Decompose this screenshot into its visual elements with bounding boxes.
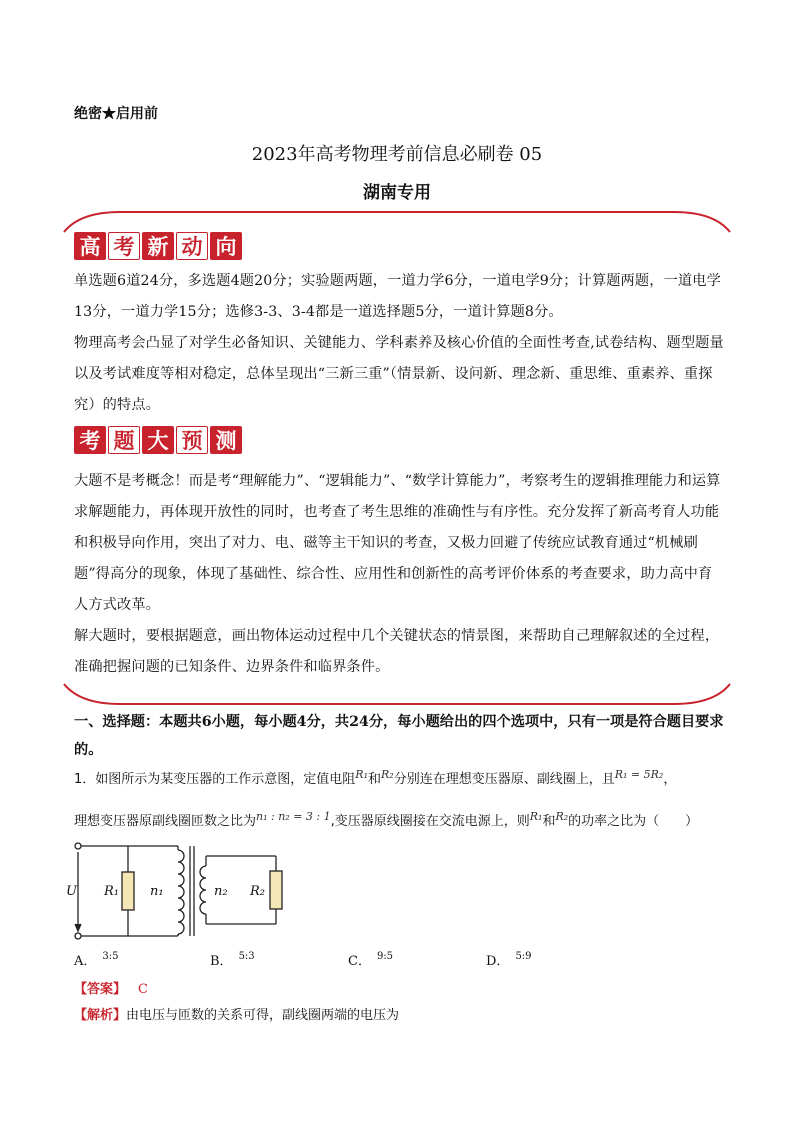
- choice-value: 5:3: [238, 951, 255, 962]
- section-trends-text: [74, 266, 724, 421]
- q-text: 1．如图所示为某变压器的工作示意图，定值电阻: [74, 772, 356, 787]
- badge-char: 题: [108, 426, 140, 454]
- resistance-relation: R₁ = 5R₂: [614, 768, 664, 781]
- r1-symbol: R₁: [355, 768, 368, 781]
- section-forecast-text: [74, 466, 724, 683]
- q-text: ,变压器原线圈接在交流电源上，则: [330, 814, 530, 829]
- badge-char: 高: [74, 232, 106, 260]
- badge-char: 大: [142, 426, 174, 454]
- q-text: 和: [367, 772, 381, 787]
- choice-value: 5:9: [515, 951, 532, 962]
- choice-D[interactable]: [486, 950, 532, 969]
- choice-A[interactable]: [74, 950, 118, 969]
- paragraph: 大题不是考概念！而是考“理解能力”、“逻辑能力”、“数学计算能力”，考察考生的逻辑推理能力和运算求解题能力，再体现开放性的同时，也考查了考生思维的准确性与有序性。充分发挥了新高考育人功能和积极导向作用，突出了对力、电、磁等主干知识的考查，又极力回避了传统应试教育通过“机械刷题”得高分的现象，体现了基础性、综合性、应用性和创新性的高考评价体系的考查要求，助力高中育人方式改革。: [74, 473, 721, 613]
- r2-symbol: R₂: [381, 768, 394, 781]
- q-text: 和: [542, 814, 556, 829]
- r2-symbol: R₂: [555, 810, 569, 823]
- question-1-line-2: [74, 808, 734, 836]
- badge-char: 新: [142, 232, 174, 260]
- badge-char: 预: [176, 426, 208, 454]
- page-title: 2023年高考物理考前信息必刷卷 05: [251, 144, 543, 165]
- badge-exam-forecast: [74, 426, 242, 454]
- q-text: 理想变压器原副线圈匝数之比为: [74, 814, 257, 829]
- badge-exam-trends: [74, 232, 242, 260]
- secret-label: 绝密★启用前: [74, 106, 158, 122]
- choice-value: 3:5: [102, 951, 119, 962]
- choice-letter: A．: [74, 954, 97, 969]
- q-text: 分别连在理想变压器原、副线圈上，且: [393, 772, 615, 787]
- badge-char: 考: [108, 232, 140, 260]
- badge-char: 考: [74, 426, 106, 454]
- label-n1: n₁: [150, 884, 164, 899]
- q-text: 的功率之比为（ ）: [568, 814, 699, 829]
- q-text: ，: [663, 772, 677, 787]
- answer-line: [74, 978, 148, 997]
- explanation-line: [74, 1004, 399, 1023]
- label-n2: n₂: [214, 884, 228, 899]
- choice-letter: C．: [348, 954, 371, 969]
- choice-C[interactable]: [348, 950, 393, 969]
- choice-letter: B．: [210, 954, 233, 969]
- question-1-line-1: [74, 766, 734, 794]
- bottom-decorative-curve: [60, 682, 734, 706]
- badge-char: 测: [210, 426, 242, 454]
- r1-symbol: R₁: [529, 810, 543, 823]
- paragraph: 解大题时，要根据题意，画出物体运动过程中几个关键状态的情景图，来帮助自己理解叙述的全过程，准确把握问题的已知条件、边界条件和临界条件。: [74, 628, 720, 675]
- badge-char: 动: [176, 232, 208, 260]
- choice-value: 9:5: [376, 951, 394, 962]
- page-subtitle: 湖南专用: [363, 183, 431, 203]
- choice-letter: D．: [486, 954, 510, 969]
- label-R1: R₁: [104, 884, 119, 899]
- answer-value: C: [138, 982, 148, 997]
- turns-ratio: n₁ : n₂ = 3 : 1: [256, 810, 331, 823]
- answer-tag: 【答案】: [74, 982, 127, 997]
- paragraph: 物理高考会凸显了对学生必备知识、关键能力、学科素养及核心价值的全面性考查,试卷结构、题型题量以及考试难度等相对稳定，总体呈现出“三新三重”（情景新、设问新、理念新、重思维、重素养、重探究）的特点。: [74, 335, 724, 413]
- transformer-circuit-diagram: [66, 838, 298, 944]
- label-U: U: [66, 884, 77, 899]
- explanation-text: 由电压与匝数的关系可得，副线圈两端的电压为: [126, 1008, 400, 1023]
- paragraph: 单选题6道24分，多选题4题20分；实验题两题，一道力学6分，一道电学9分；计算题两题，一道电学13分，一道力学15分；选修3-3、3-4都是一道选择题5分，一道计算题8分。: [74, 273, 721, 320]
- label-R2: R₂: [250, 884, 265, 899]
- section-heading: 一、选择题：本题共6小题，每小题4分，共24分，每小题给出的四个选项中，只有一项是符合题目要求的。: [74, 714, 724, 758]
- explanation-tag: 【解析】: [74, 1008, 127, 1023]
- choice-B[interactable]: [210, 950, 255, 969]
- badge-char: 向: [210, 232, 242, 260]
